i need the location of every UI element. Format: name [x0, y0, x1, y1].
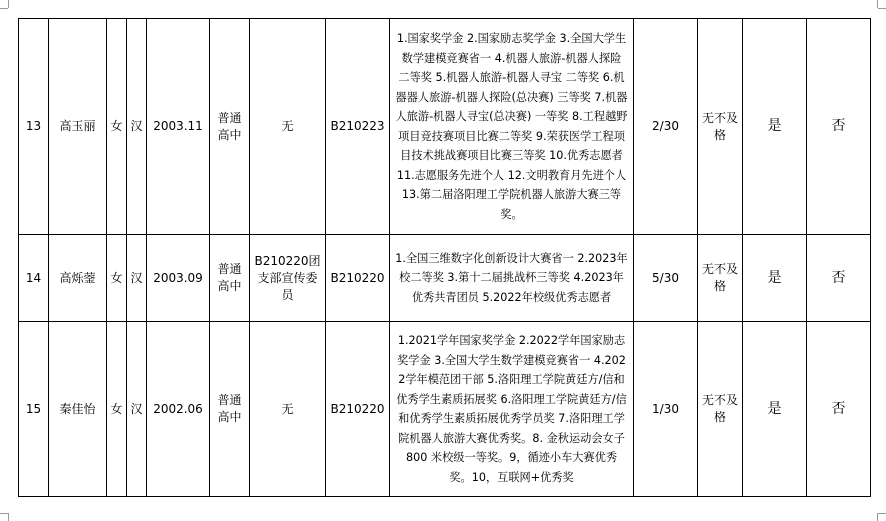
no-cell: 否 — [807, 322, 871, 497]
gender: 女 — [107, 322, 127, 497]
birth-date: 2003.09 — [147, 235, 210, 322]
honors-list: 1.全国三维数字化创新设计大赛省一 2.2023年校二等奖 3.第十二届挑战杯三等奖 4.2023年优秀共青团员 5.2022年校级优秀志愿者 — [390, 235, 634, 322]
fail-status: 无不及格 — [698, 19, 743, 235]
student-name: 高烁蓥 — [49, 235, 107, 322]
gender: 女 — [107, 235, 127, 322]
ethnicity: 汉 — [127, 235, 147, 322]
yes-cell: 是 — [743, 235, 807, 322]
row-index: 15 — [19, 322, 49, 497]
table-row — [19, 322, 871, 497]
position: 无 — [250, 322, 326, 497]
school-type: 普通高中 — [210, 235, 250, 322]
crop-mark — [878, 8, 886, 9]
row-index: 14 — [19, 235, 49, 322]
class-id: B210220 — [326, 322, 390, 497]
honors-list: 1.2021学年国家奖学金 2.2022学年国家励志奖学金 3.全国大学生数学建模竞赛省一 4.2022学年模范团干部 5.洛阳理工学院黄廷方/信和优秀学生素质拓展奖 6.洛阳理工学院黄廷方/信和优秀学生素质拓展优秀学员奖 7.洛阳理工学院机器人旅游大赛优秀奖。8. 金秋运动会女子 800 米校级一等奖。9，循迹小车大赛优秀奖。10，互联网+优秀奖 — [390, 322, 634, 497]
student-name: 高玉丽 — [49, 19, 107, 235]
ethnicity: 汉 — [127, 19, 147, 235]
table-row — [19, 235, 871, 322]
birth-date: 2003.11 — [147, 19, 210, 235]
birth-date: 2002.06 — [147, 322, 210, 497]
crop-mark — [0, 513, 8, 514]
ethnicity: 汉 — [127, 322, 147, 497]
crop-mark — [8, 513, 9, 521]
crop-mark — [877, 513, 878, 521]
class-id: B210223 — [326, 19, 390, 235]
fail-status: 无不及格 — [698, 322, 743, 497]
school-type: 普通高中 — [210, 19, 250, 235]
school-type: 普通高中 — [210, 322, 250, 497]
rank: 1/30 — [634, 322, 698, 497]
rank: 2/30 — [634, 19, 698, 235]
row-index: 13 — [19, 19, 49, 235]
yes-cell: 是 — [743, 19, 807, 235]
crop-mark — [0, 8, 8, 9]
table-row — [19, 19, 871, 235]
position: B210220团支部宣传委员 — [250, 235, 326, 322]
gender: 女 — [107, 19, 127, 235]
position: 无 — [250, 19, 326, 235]
crop-mark — [877, 0, 878, 8]
no-cell: 否 — [807, 235, 871, 322]
fail-status: 无不及格 — [698, 235, 743, 322]
honors-list: 1.国家奖学金 2.国家励志奖学金 3.全国大学生数学建模竞赛省一 4.机器人旅游-机器人探险 二等奖 5.机器人旅游-机器人寻宝 二等奖 6.机器器人旅游-机器人探险(总决赛) 三等奖 7.机器人旅游-机器人寻宝(总决赛) 一等奖 8.工程越野项目竞技赛项目比赛二等奖 9.荣获医学工程项目技术挑战赛项目比赛三等奖 10.优秀志愿者 11.志愿服务先进个人 12.文明教育月先进个人 13.第二届洛阳理工学院机器人旅游大赛三等奖。 — [390, 19, 634, 235]
no-cell: 否 — [807, 19, 871, 235]
class-id: B210220 — [326, 235, 390, 322]
rank: 5/30 — [634, 235, 698, 322]
student-name: 秦佳怡 — [49, 322, 107, 497]
student-table — [18, 18, 871, 497]
yes-cell: 是 — [743, 322, 807, 497]
crop-mark — [8, 0, 9, 8]
crop-mark — [878, 513, 886, 514]
